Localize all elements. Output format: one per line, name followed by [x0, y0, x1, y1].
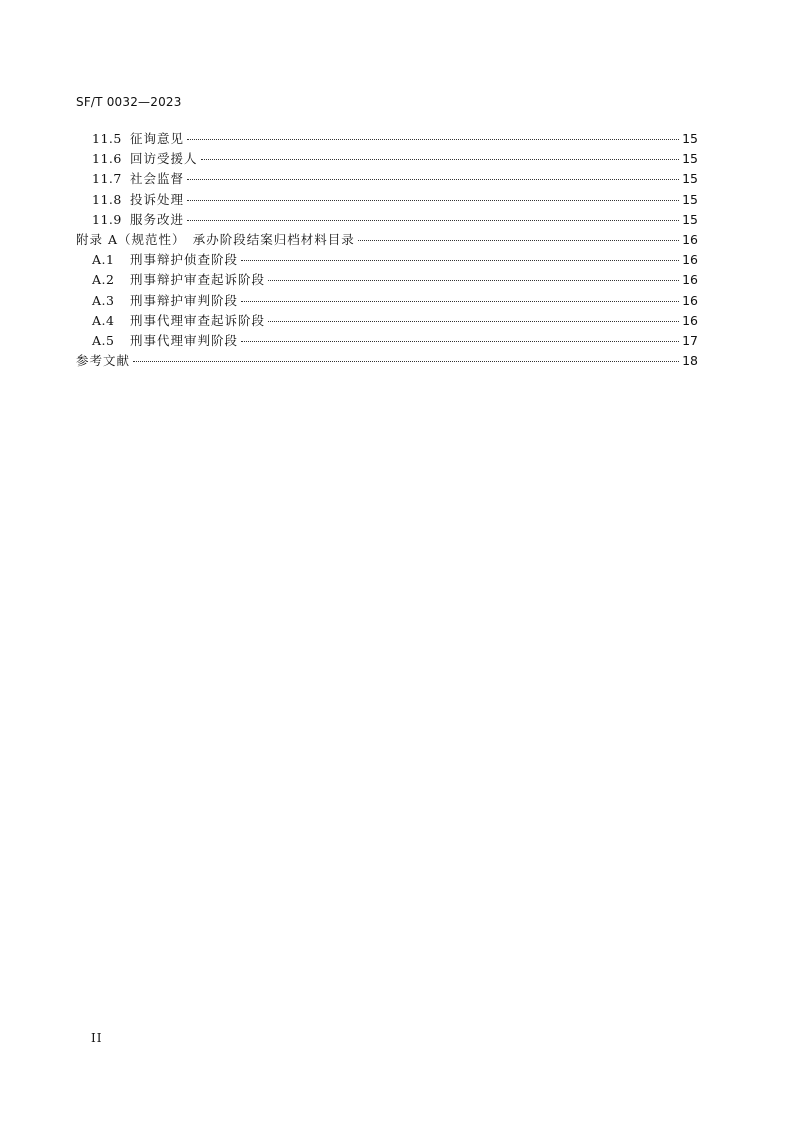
- toc-entry-title: 投诉处理: [130, 191, 185, 207]
- toc-entry-number: 11.8: [92, 191, 122, 207]
- toc-entry-title: 附录 A（规范性） 承办阶段结案归档材料目录: [76, 231, 355, 247]
- document-code-header: SF/T 0032—2023: [76, 95, 182, 109]
- toc-entry-page: 15: [682, 171, 698, 187]
- toc-entry-page: 15: [682, 151, 698, 167]
- dot-leader: [187, 220, 679, 221]
- toc-entry-page: 16: [682, 312, 698, 328]
- toc-entry-page: 15: [682, 131, 698, 146]
- toc-entry-11-8[interactable]: [76, 190, 698, 210]
- toc-entry-appendix-a[interactable]: [76, 230, 698, 250]
- toc-entry-number: 11.7: [92, 171, 122, 187]
- toc-entry-title: 参考文献: [76, 353, 131, 369]
- toc-entry-11-6[interactable]: [76, 149, 698, 169]
- toc-entry-page: 16: [682, 231, 698, 247]
- toc-entry-title: 刑事代理审判阶段: [130, 332, 239, 348]
- dot-leader: [133, 361, 679, 362]
- toc-entry-page: 16: [682, 252, 698, 268]
- dot-leader: [268, 321, 679, 322]
- toc-entry-page: 15: [682, 191, 698, 207]
- toc-entry-page: 16: [682, 292, 698, 308]
- toc-entry-number: 11.9: [92, 211, 122, 227]
- dot-leader: [241, 301, 679, 302]
- toc-entry-number: A.3: [92, 292, 115, 308]
- table-of-contents: [76, 129, 698, 371]
- toc-entry-a-1[interactable]: [76, 250, 698, 270]
- toc-entry-page: 16: [682, 272, 698, 288]
- dot-leader: [187, 179, 679, 180]
- toc-entry-number: 11.6: [92, 151, 122, 167]
- toc-entry-references[interactable]: [76, 351, 698, 371]
- toc-entry-title: 服务改进: [130, 211, 185, 227]
- toc-entry-title: 社会监督: [130, 171, 185, 187]
- toc-entry-page: 17: [682, 332, 698, 348]
- toc-entry-number: A.5: [92, 332, 115, 348]
- toc-entry-a-3[interactable]: [76, 291, 698, 311]
- dot-leader: [241, 260, 679, 261]
- toc-entry-11-9[interactable]: [76, 210, 698, 230]
- toc-entry-title: 刑事辩护侦查阶段: [130, 252, 239, 268]
- toc-entry-number: 11.5: [92, 131, 122, 146]
- toc-entry-page: 15: [682, 211, 698, 227]
- toc-entry-page: 18: [682, 353, 698, 369]
- toc-entry-number: A.2: [92, 272, 115, 288]
- toc-entry-a-5[interactable]: [76, 331, 698, 351]
- toc-entry-title: 回访受援人: [130, 151, 198, 167]
- toc-entry-number: A.1: [92, 252, 115, 268]
- toc-entry-title: 刑事辩护审判阶段: [130, 292, 239, 308]
- toc-entry-a-2[interactable]: [76, 270, 698, 290]
- dot-leader: [358, 240, 679, 241]
- toc-entry-title: 刑事辩护审查起诉阶段: [130, 272, 266, 288]
- page-number-footer: II: [91, 1031, 103, 1045]
- toc-entry-title: 刑事代理审查起诉阶段: [130, 312, 266, 328]
- dot-leader: [187, 200, 679, 201]
- toc-entry-11-5[interactable]: [76, 129, 698, 149]
- toc-entry-number: A.4: [92, 312, 115, 328]
- dot-leader: [201, 159, 680, 160]
- dot-leader: [241, 341, 679, 342]
- dot-leader: [187, 139, 679, 140]
- dot-leader: [268, 280, 679, 281]
- toc-entry-title: 征询意见: [130, 131, 185, 146]
- toc-entry-a-4[interactable]: [76, 311, 698, 331]
- toc-entry-11-7[interactable]: [76, 169, 698, 189]
